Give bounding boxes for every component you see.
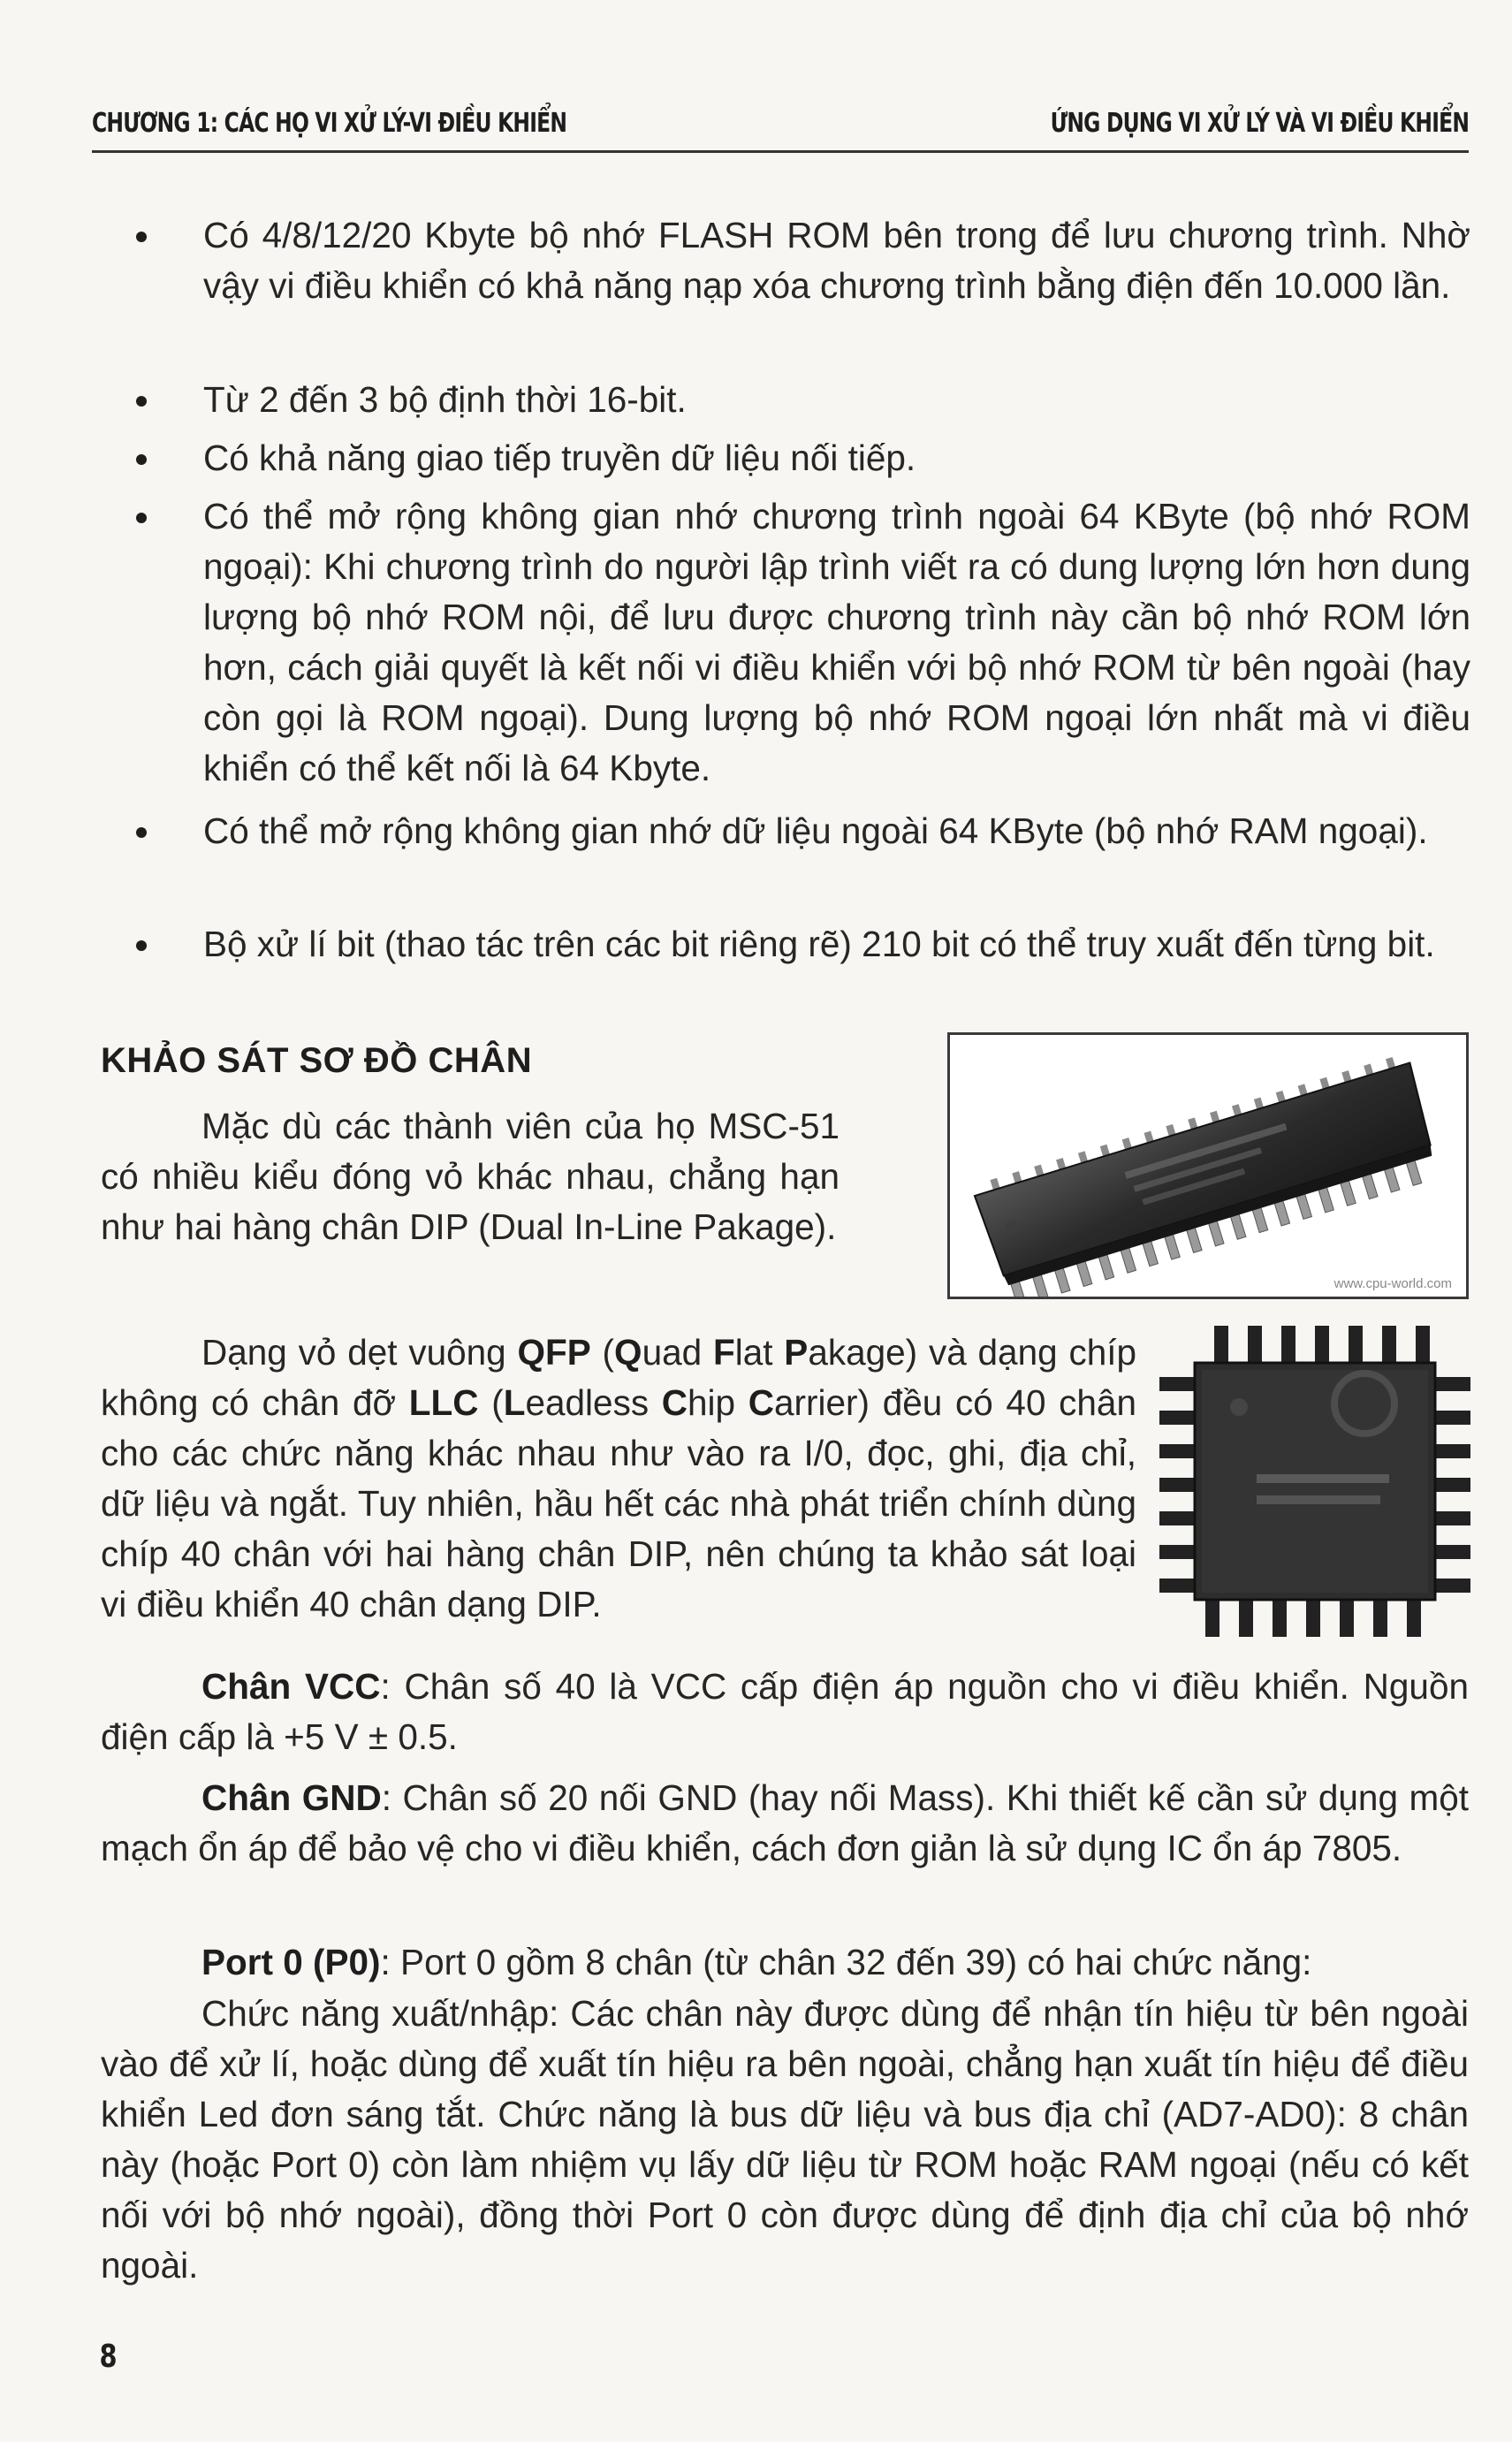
port0-paragraph	[101, 1937, 1469, 1988]
bullet-text: Có 4/8/12/20 Kbyte bộ nhớ FLASH ROM bên trong để lưu chương trình. Nhờ vậy vi điều khiển có khả năng nạp xóa chương trình bằng điện đến 10.000 lần.	[203, 215, 1470, 306]
qfp-term: QFP	[517, 1332, 591, 1373]
bullet-dot	[136, 940, 147, 951]
bullet-text: Có khả năng giao tiếp truyền dữ liệu nối tiếp.	[203, 437, 916, 478]
vcc-paragraph	[101, 1662, 1469, 1762]
bullet-text: Bộ xử lí bit (thao tác trên các bit riêng rẽ) 210 bit có thể truy xuất đến từng bit.	[203, 924, 1435, 964]
gnd-label: Chân GND	[201, 1777, 382, 1818]
vcc-label: Chân VCC	[201, 1666, 381, 1707]
dip-chip-image	[950, 1035, 1466, 1297]
photo-credit: www.cpu-world.com	[1333, 1276, 1452, 1291]
qfp-chip-image	[1159, 1326, 1470, 1637]
qfp-chip-photo	[1159, 1326, 1470, 1637]
port0-text: : Port 0 gồm 8 chân (từ chân 32 đến 39) có hai chức năng:	[380, 1942, 1312, 1982]
bullet-dot	[136, 232, 147, 242]
bullet-text: Từ 2 đến 3 bộ định thời 16-bit.	[203, 379, 687, 420]
gnd-paragraph	[101, 1773, 1469, 1874]
llc-term: LLC	[408, 1382, 479, 1423]
gnd-text: : Chân số 20 nối GND (hay nối Mass). Khi thiết kế cần sử dụng một mạch ổn áp để bảo vệ cho vi điều khiển, cách đơn giản là sử dụng IC ổn áp 7805.	[101, 1777, 1470, 1868]
text-span: akage) và dạng chíp không có chân đỡ	[101, 1332, 1136, 1423]
text-span: Dạng vỏ dẹt vuông	[201, 1332, 518, 1373]
port0-detail: Chức năng xuất/nhập: Các chân này được dùng để nhận tín hiệu từ bên ngoài vào để xử lí, hoặc dùng để xuất tín hiệu ra bên ngoài, chẳng hạn xuất tín hiệu để điều khiển Led đơn sáng tắt. Chức năng là bus dữ liệu và bus địa chỉ (AD7-AD0): 8 chân này (hoặc Port 0) còn làm nhiệm vụ lấy dữ liệu từ ROM hoặc RAM ngoại (nếu có kết nối với bộ nhớ ngoài), đồng thời Port 0 còn được dùng để định địa chỉ của bộ nhớ ngoài.	[101, 1993, 1469, 2286]
chapter-title: CHƯƠNG 1: CÁC HỌ VI XỬ LÝ-VI ĐIỀU KHIỂN	[92, 108, 567, 139]
port0-label: Port 0 (P0)	[201, 1942, 381, 1982]
section-heading: KHẢO SÁT SƠ ĐỒ CHÂN	[101, 1041, 533, 1080]
bullet-text: Có thể mở rộng không gian nhớ chương trình ngoài 64 KByte (bộ nhớ ROM ngoại): Khi chương trình do người lập trình viết ra có dung lượng lớn hơn dung lượng bộ nhớ ROM nội, để lưu được chương trình này cần bộ nhớ ROM lớn hơn, cách giải quyết là kết nối vi điều khiển với bộ nhớ ROM từ bên ngoài (hay còn gọi là ROM ngoại). Dung lượng bộ nhớ ROM ngoại lớn nhất mà vi điều khiển có thể kết nối là 64 Kbyte.	[203, 496, 1470, 788]
text-span: arrier) đều có 40 chân cho các chức năng khác nhau như vào ra I/0, đọc, ghi, địa chỉ, dữ liệu và ngắt. Tuy nhiên, hầu hết các nhà phát triển chính dùng chíp 40 chân với hai hàng chân DIP, nên chúng ta khảo sát loại vi điều khiển 40 chân dạng DIP.	[101, 1382, 1136, 1624]
c-letter: C	[661, 1382, 688, 1423]
c-letter: C	[748, 1382, 775, 1423]
p-letter: P	[784, 1332, 809, 1373]
text-span: (	[590, 1332, 615, 1373]
bullet-dot	[136, 396, 147, 407]
vcc-text: : Chân số 40 là VCC cấp điện áp nguồn cho vi điều khiển. Nguồn điện cấp là +5 V ± 0.5.	[101, 1666, 1469, 1757]
dip-chip-photo	[947, 1032, 1469, 1299]
bullet-dot	[136, 513, 147, 523]
text-span: hip	[688, 1382, 748, 1423]
book-title: ỨNG DỤNG VI XỬ LÝ VÀ VI ĐIỀU KHIỂN	[1050, 108, 1469, 139]
l-letter: L	[503, 1382, 526, 1423]
bullet-dot	[136, 454, 147, 465]
text-span: uad	[642, 1332, 713, 1373]
running-header-right	[92, 108, 1469, 139]
page-number: 8	[99, 2339, 118, 2375]
package-paragraph	[101, 1328, 1136, 1630]
text-span: eadless	[525, 1382, 662, 1423]
text-span: (	[478, 1382, 504, 1423]
intro-paragraph: Mặc dù các thành viên của họ MSC-51 có nhiều kiểu đóng vỏ khác nhau, chẳng hạn như hai hàng chân DIP (Dual In-Line Pakage).	[101, 1106, 840, 1247]
bullet-dot	[136, 827, 147, 838]
f-letter: F	[712, 1332, 735, 1373]
q-letter: Q	[614, 1332, 642, 1373]
text-span: lat	[734, 1332, 785, 1373]
header-rule	[92, 150, 1469, 153]
bullet-text: Có thể mở rộng không gian nhớ dữ liệu ngoài 64 KByte (bộ nhớ RAM ngoại).	[203, 810, 1428, 851]
